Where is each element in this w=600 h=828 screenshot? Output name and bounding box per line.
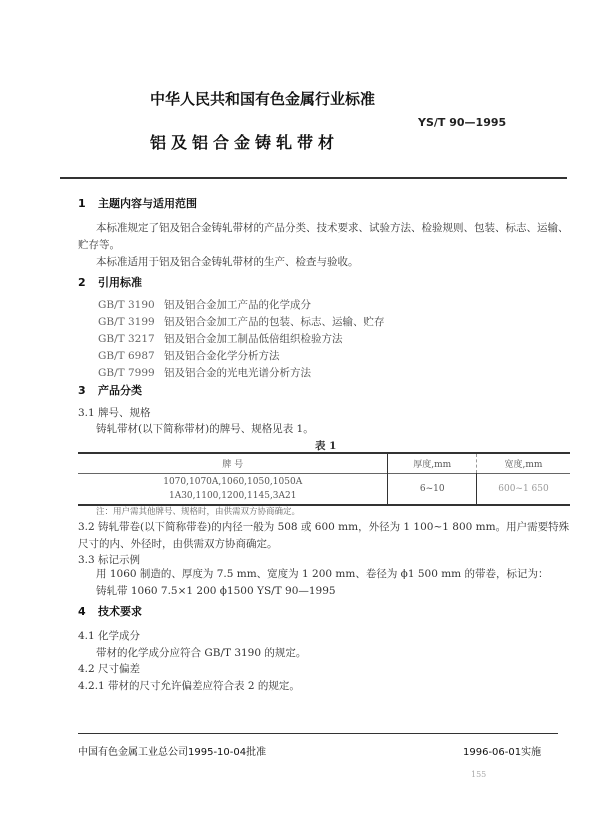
section-4-2-1-text: 4.2.1 带材的尺寸允许偏差应符合表 2 的规定。 xyxy=(78,680,300,692)
table-cell-grades xyxy=(78,474,388,506)
section-3-3-title: 3.3 标记示例 xyxy=(78,554,141,566)
table-1-note: 注：用户需其他牌号、规格时，由供需双方协商确定。 xyxy=(96,507,301,517)
section-4-1-title: 4.1 化学成分 xyxy=(78,630,141,642)
section-4-2-title: 4.2 尺寸偏差 xyxy=(78,663,141,675)
section-1-para-2: 本标准适用于铝及铝合金铸轧带材的生产、检查与验收。 xyxy=(96,256,359,268)
header-rule xyxy=(60,177,567,179)
table-1-caption: 表 1 xyxy=(315,440,337,452)
section-3-1-title: 3.1 牌号、规格 xyxy=(78,407,151,419)
approval-text: 中国有色金属工业总公司1995-10-04批准 xyxy=(78,747,267,758)
table-row xyxy=(78,474,570,506)
section-3-3-example: 铸轧带 1060 7.5×1 200 ϕ1500 YS/T 90—1995 xyxy=(96,585,336,597)
reference-item: GB/T 3199 铝及铝合金加工产品的包装、标志、运输、贮存 xyxy=(98,316,385,328)
page-number: 155 xyxy=(471,770,487,779)
grades-line-2: 1A30,1100,1200,1145,3A21 xyxy=(168,491,297,501)
reference-item: GB/T 3190 铝及铝合金加工产品的化学成分 xyxy=(98,299,311,311)
section-1-para-1: 本标准规定了铝及铝合金铸轧带材的产品分类、技术要求、试验方法、检验规则、包装、标志、运输、 xyxy=(96,222,569,234)
grades-line-1: 1070,1070A,1060,1050,1050A xyxy=(163,477,303,487)
table-cell-width: 600~1 650 xyxy=(498,484,549,494)
section-4-heading: 4 技术要求 xyxy=(78,605,142,618)
footer-rule xyxy=(78,733,558,734)
document-title: 铝及铝合金铸轧带材 xyxy=(150,133,340,152)
section-1-para-1-cont: 贮存等。 xyxy=(78,239,120,251)
section-3-3-text: 用 1060 制造的、厚度为 7.5 mm、宽度为 1 200 mm、卷径为 ϕ1 500 mm 的带卷，标记为： xyxy=(96,568,549,580)
section-2-heading: 2 引用标准 xyxy=(78,276,142,289)
table-cell-thickness: 6~10 xyxy=(388,474,477,506)
section-3-2-line-1: 3.2 铸轧带卷(以下简称带卷)的内径一般为 508 或 600 mm，外径为 1 100~1 800 mm。用户需要特殊 xyxy=(78,521,570,533)
section-3-heading: 3 产品分类 xyxy=(78,384,142,397)
table-header-grade: 牌 号 xyxy=(78,453,388,474)
reference-item: GB/T 3217 铝及铝合金加工制品低倍组织检验方法 xyxy=(98,333,343,345)
table-1 xyxy=(78,452,570,506)
reference-item: GB/T 6987 铝及铝合金化学分析方法 xyxy=(98,350,280,362)
organization-title: 中华人民共和国有色金属行业标准 xyxy=(150,90,376,108)
implementation-date: 1996-06-01实施 xyxy=(463,747,542,758)
section-1-heading: 1 主题内容与适用范围 xyxy=(78,197,197,210)
table-header-thickness: 厚度,mm xyxy=(388,453,477,474)
section-3-2-line-2: 尺寸的内、外径时，由供需双方协商确定。 xyxy=(78,538,278,550)
reference-item: GB/T 7999 铝及铝合金的光电光谱分析方法 xyxy=(98,367,311,379)
section-3-1-text: 铸轧带材(以下简称带材)的牌号、规格见表 1。 xyxy=(96,423,314,435)
standard-number: YS/T 90—1995 xyxy=(418,116,507,129)
section-4-1-text: 带材的化学成分应符合 GB/T 3190 的规定。 xyxy=(96,647,307,659)
table-header-width: 宽度,mm xyxy=(504,460,543,470)
